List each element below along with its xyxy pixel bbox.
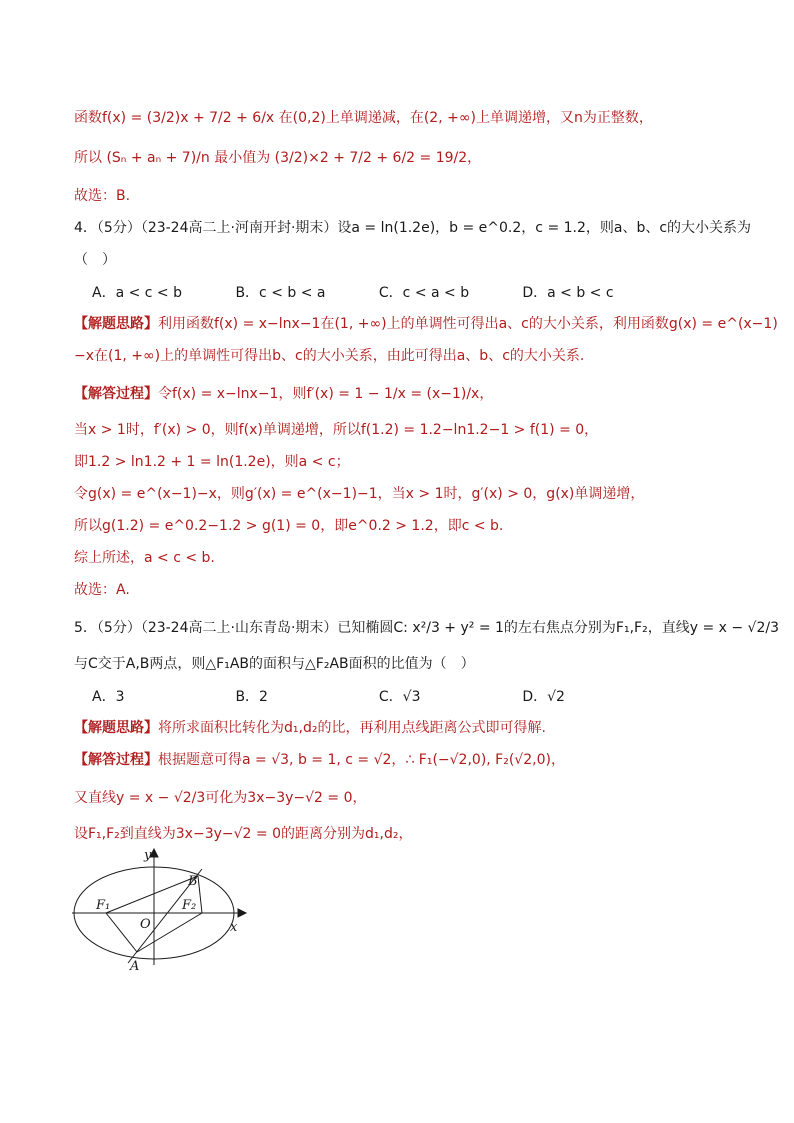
q5-proc-1: 【解答过程】根据题意可得a = √3, b = 1, c = √2，∴ F₁(−√2,0), F₂(√2,0)， xyxy=(74,752,565,768)
label-b: B xyxy=(188,874,198,889)
q4-proc-2: 当x > 1时，f′(x) > 0，则f(x)单调递增，所以f(1.2) = 1.2−ln1.2−1 > f(1) = 0， xyxy=(74,422,599,438)
q4-option-a: A．a < c < b xyxy=(92,285,183,301)
q4-proc-6: 综上所述，a < c < b. xyxy=(74,550,215,566)
q5-option-b: B．2 xyxy=(235,689,268,705)
x-axis-arrow xyxy=(238,909,246,917)
q4-option-c: C．c < a < b xyxy=(378,285,470,301)
l0: 函数f(x) = (3/2)x + 7/2 + 6/x 在(0,2)上单调递减，在(2, +∞)上单调递增，又n为正整数， xyxy=(74,110,653,126)
q5-stem-2: 与C交于A,B两点，则△F₁AB的面积与△F₂AB面积的比值为（ ） xyxy=(74,656,475,672)
q4-proc-1: 【解答过程】令f(x) = x−lnx−1，则f′(x) = 1 − 1/x = (x−1)/x， xyxy=(74,386,494,402)
q4-thought-2: −x在(1, +∞)上的单调性可得出b、c的大小关系，由此可得出a、b、c的大小关系. xyxy=(74,348,585,364)
q5-proc-3: 设F₁,F₂到直线为3x−3y−√2 = 0的距离分别为d₁,d₂， xyxy=(74,826,413,842)
label-y: y xyxy=(144,848,152,863)
l1: 所以 (Sₙ + aₙ + 7)/n 最小值为 (3/2)×2 + 7/2 + 6/2 = 19/2， xyxy=(74,150,482,166)
l2: 故选：B. xyxy=(74,188,131,204)
q5-option-d: D．√2 xyxy=(522,689,565,705)
q4-answer: 故选：A. xyxy=(74,582,130,598)
seg-f2-b xyxy=(198,876,202,913)
label-a: A xyxy=(130,959,140,974)
q4-options xyxy=(92,282,661,302)
q5-options xyxy=(92,686,661,706)
q5-option-c: C．√3 xyxy=(378,689,421,705)
q4-proc-4: 令g(x) = e^(x−1)−x，则g′(x) = e^(x−1)−1，当x > 1时，g′(x) > 0，g(x)单调递增， xyxy=(74,486,645,502)
q4-proc-5: 所以g(1.2) = e^0.2−1.2 > g(1) = 0，即e^0.2 > 1.2，即c < b. xyxy=(74,518,504,534)
seg-f1-a xyxy=(106,913,137,952)
ellipse-figure xyxy=(68,845,258,975)
q5-proc-2: 又直线y = x − √2/3可化为3x−3y−√2 = 0， xyxy=(74,790,367,806)
q4-paren: （ ） xyxy=(74,252,116,268)
label-o: O xyxy=(140,917,151,932)
label-f2: F₂ xyxy=(182,898,197,913)
label-x: x xyxy=(230,920,238,935)
q4-option-b: B．c < b < a xyxy=(235,285,326,301)
q5-option-a: A．3 xyxy=(92,689,125,705)
q5-stem: 5．（5分）（23-24高二上·山东青岛·期末）已知椭圆C: x²/3 + y² = 1的左右焦点分别为F₁,F₂，直线y = x − √2/3 xyxy=(74,620,779,636)
q5-thought: 【解题思路】将所求面积比转化为d₁,d₂的比，再利用点线距离公式即可得解. xyxy=(74,720,546,736)
q4-thought-1: 【解题思路】利用函数f(x) = x−lnx−1在(1, +∞)上的单调性可得出a、c的大小关系，利用函数g(x) = e^(x−1) xyxy=(74,316,778,332)
label-f1: F₁ xyxy=(96,898,111,913)
q4-stem: 4．（5分）（23-24高二上·河南开封·期末）设a = ln(1.2e)，b = e^0.2，c = 1.2，则a、b、c的大小关系为 xyxy=(74,220,752,236)
q4-proc-3: 即1.2 > ln1.2 + 1 = ln(1.2e)，则a < c； xyxy=(74,454,350,470)
q4-option-d: D．a < b < c xyxy=(522,285,614,301)
